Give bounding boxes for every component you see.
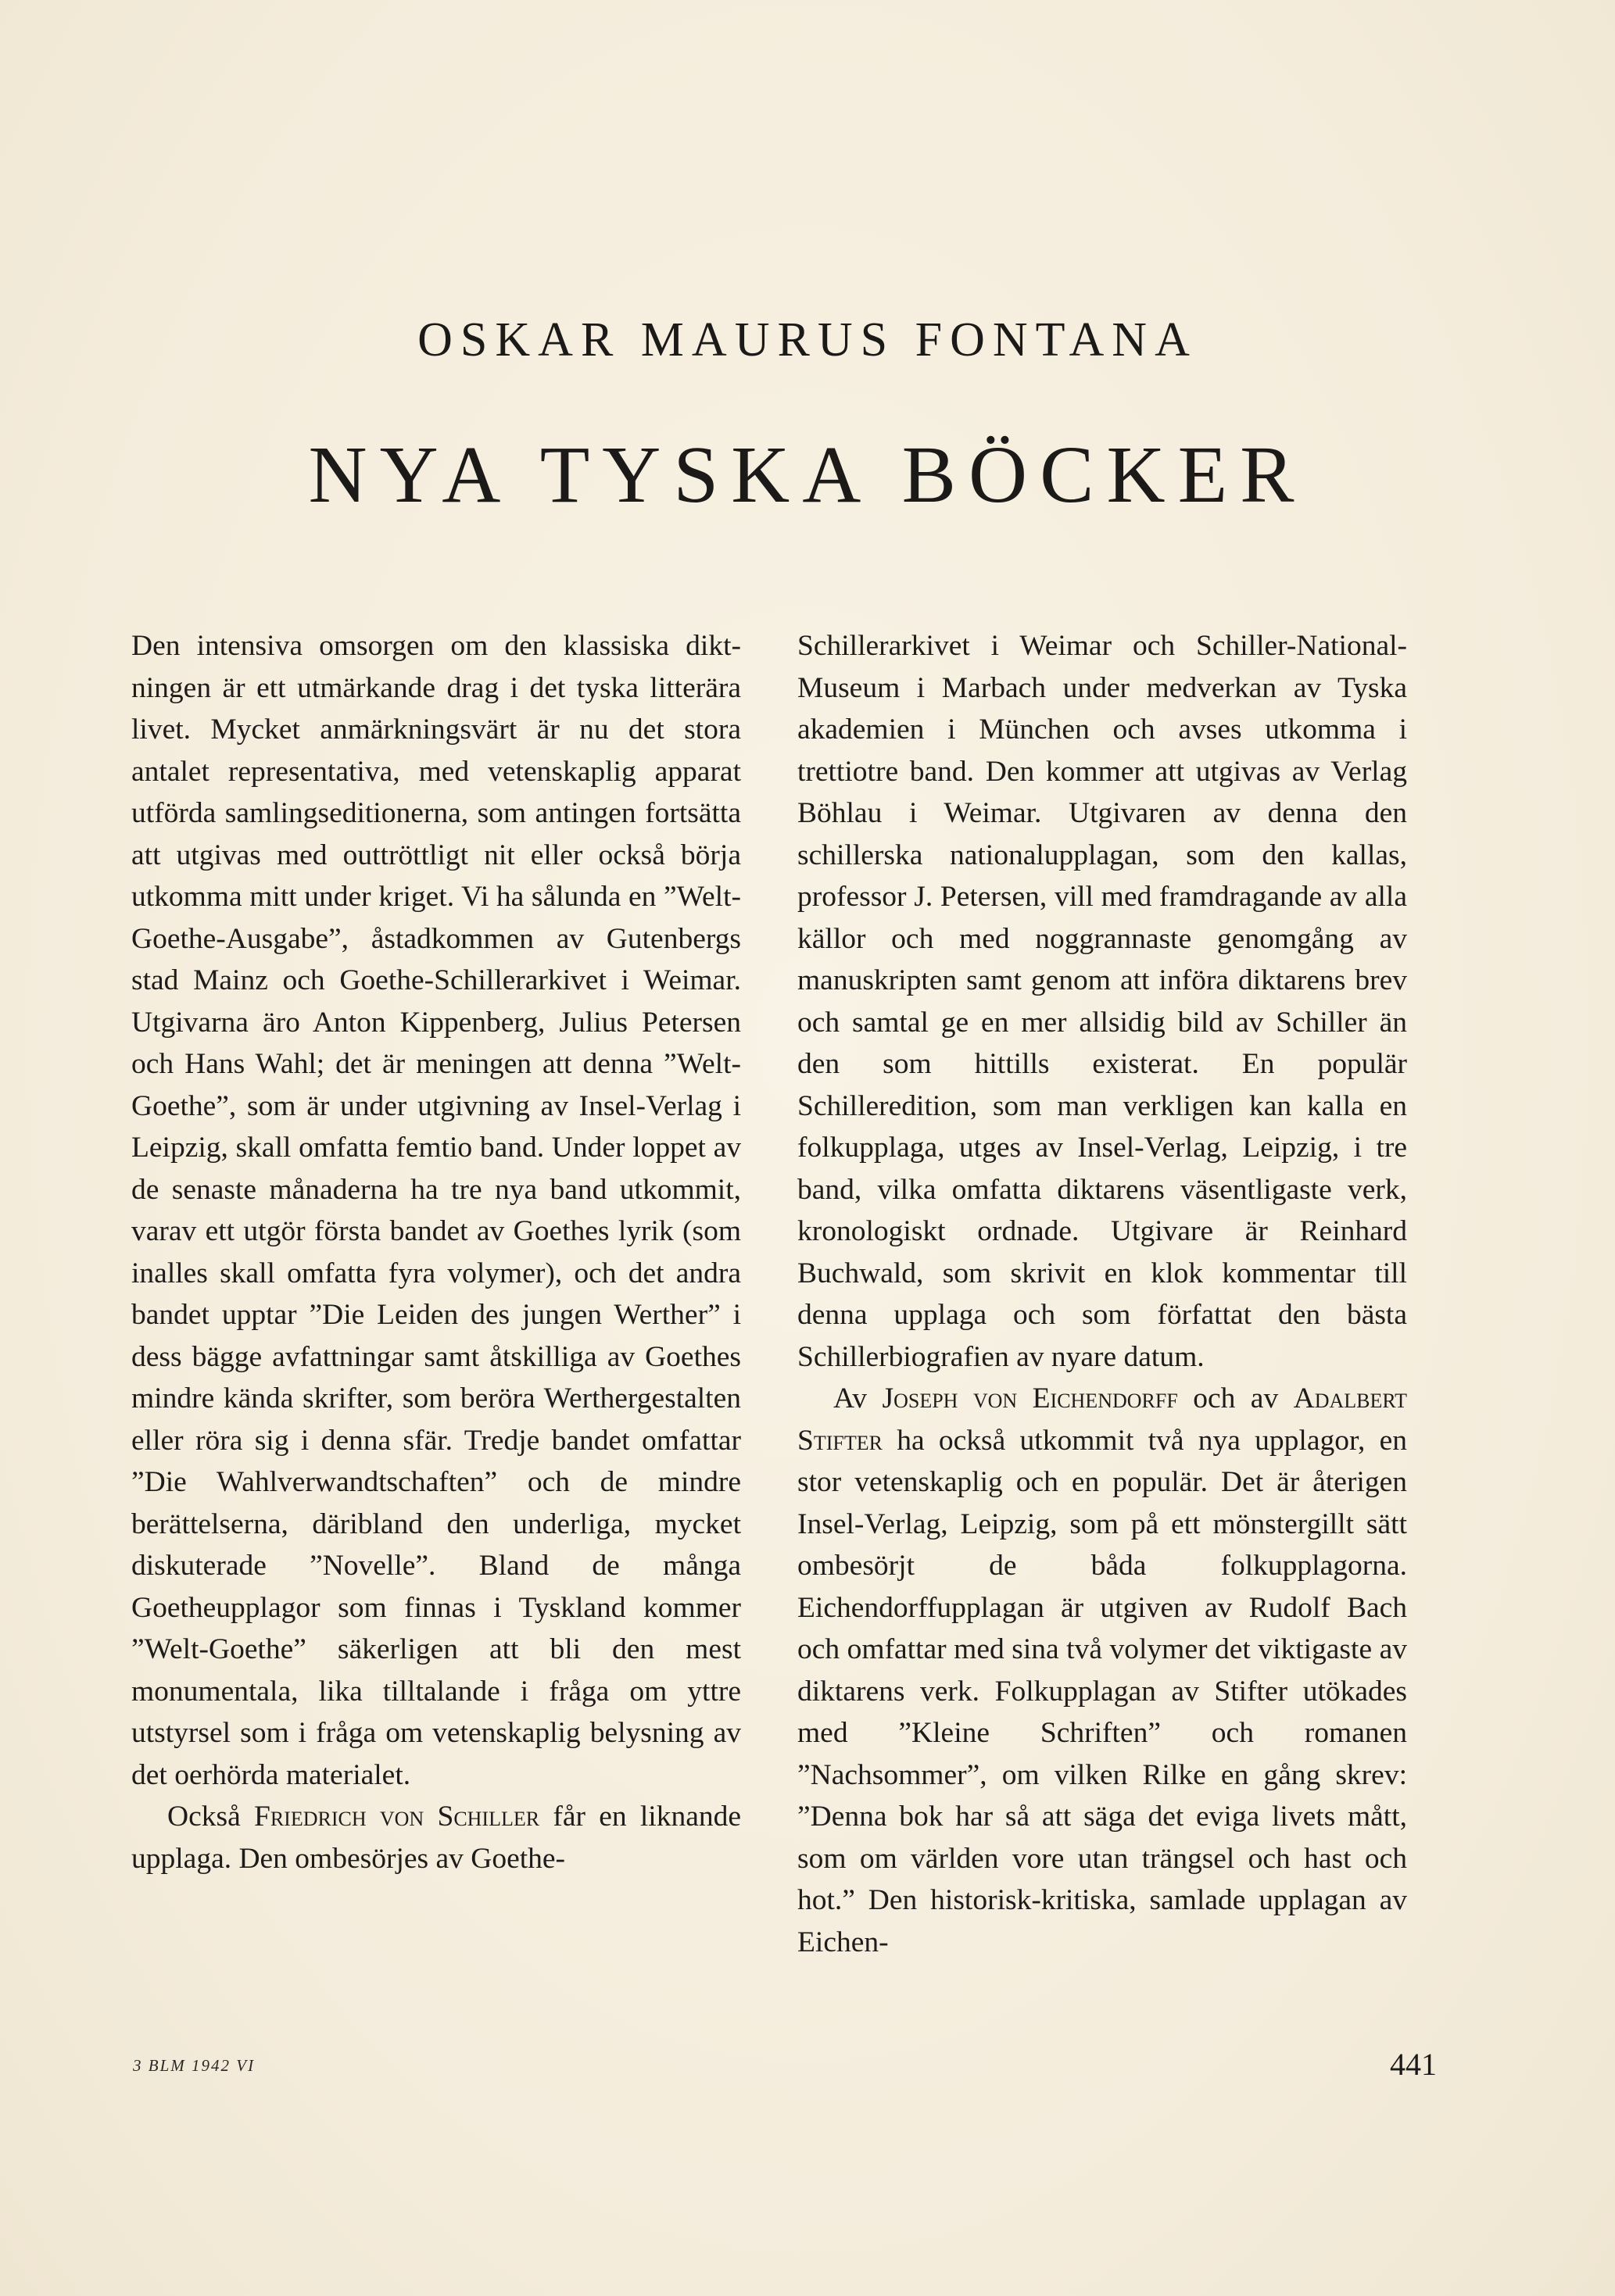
right-column [797, 625, 1407, 1963]
paragraph [797, 1378, 1407, 1963]
paragraph: Den intensiva omsorgen om den klassiska diktningen är ett utmärkande drag i det tyska litterära livet. Mycket anmärkningsvärt är nu det stora antalet representativa, med vetenskaplig apparat utförda samlingseditionerna, som antingen fortsätta att utgivas med outtröttligt nit eller också börja utkomma mitt under kriget. Vi ha sålunda en ”Welt-Goethe-Ausgabe”, åstadkommen av Gutenbergs stad Mainz och Goethe-Schillerarkivet i Weimar. Utgivarna äro Anton Kippenberg, Julius Petersen och Hans Wahl; det är meningen att denna ”Welt-Goethe”, som är under utgivning av Insel-Verlag i Leipzig, skall omfatta femtio band. Under loppet av de senaste månaderna ha tre nya band utkommit, varav ett utgör första bandet av Goethes lyrik (som inalles skall omfatta fyra volymer), och det andra bandet upptar ”Die Leiden des jungen Werther” i dess bägge avfattningar samt åtskilliga av Goethes mindre kända skrifter, som beröra Werthergestalten eller röra sig i denna sfär. Tredje bandet omfattar ”Die Wahlverwandtschaften” och de mindre berättelserna, däribland den underliga, mycket diskuterade ”Novelle”. Bland de många Goetheupplagor som finnas i Tyskland kommer ”Welt-Goethe” säkerligen att bli den mest monumentala, lika tilltalande i fråga om yttre utstyrsel som i fråga om vetenskaplig belysning av det oerhörda materialet. [131, 630, 741, 1791]
page-number: 441 [1390, 2047, 1437, 2082]
article-title: NYA TYSKA BÖCKER [308, 430, 1307, 520]
article-author: OSKAR MAURUS FONTANA [417, 313, 1198, 367]
person-name: Adalbert Stifter [797, 1382, 1408, 1457]
left-column [131, 625, 741, 1879]
text-run: får en liknande upplaga. Den ombesörjes av Goethe- [131, 1801, 742, 1875]
text-run: ha också utkommit två nya upplagor, en stor vetenskaplig och en populär. Det är återigen Insel-Verlag, Leipzig, som på ett mönstergillt sätt ombesörjt de båda folkupplagorna. Eichendorffupplagan är utgiven av Rudolf Bach och omfattar med sina två volymer det viktigaste av diktarens verk. Folkupplagan av Stifter utökades med ”Kleine Schriften” och romanen ”Nachsommer”, om vilken Rilke en gång skrev: ”Denna bok har så att säga det eviga livets mått, som om världen vore utan trängsel och hast och hot.” Den historisk-kritiska, samlade upplagan av Eichen- [797, 1424, 1408, 1958]
paragraph [131, 1796, 741, 1879]
person-name: Joseph von Eichendorff [882, 1382, 1178, 1414]
text-run: Också [167, 1801, 241, 1833]
person-name: Friedrich von Schiller [253, 1801, 540, 1833]
paragraph: Schillerarkivet i Weimar och Schiller-National-Museum i Marbach under medverkan av Tyska akademien i München och avses utkomma i trettiotre band. Den kommer att utgivas av Verlag Böhlau i Weimar. Utgivaren av denna den schillerska nationalupplagan, som den kallas, professor J. Petersen, vill med framdragande av alla källor och med noggrannaste genomgång av manuskripten samt genom att införa diktarens brev och samtal ge en mer allsidig bild av Schiller än den som hittills existerat. En populär Schilleredition, som man verkligen kan kalla en folkupplaga, utges av Insel-Verlag, Leipzig, i tre band, vilka omfatta diktarens väsentligaste verk, kronologiskt ordnade. Utgivare är Reinhard Buchwald, som skrivit en klok kommentar till denna upplaga och som författat den bästa Schillerbiografien av nyare datum. [797, 630, 1407, 1373]
printer-signature: 3 BLM 1942 VI [133, 2056, 256, 2075]
text-run: Av [833, 1382, 868, 1414]
text-run: och av [1193, 1382, 1279, 1414]
